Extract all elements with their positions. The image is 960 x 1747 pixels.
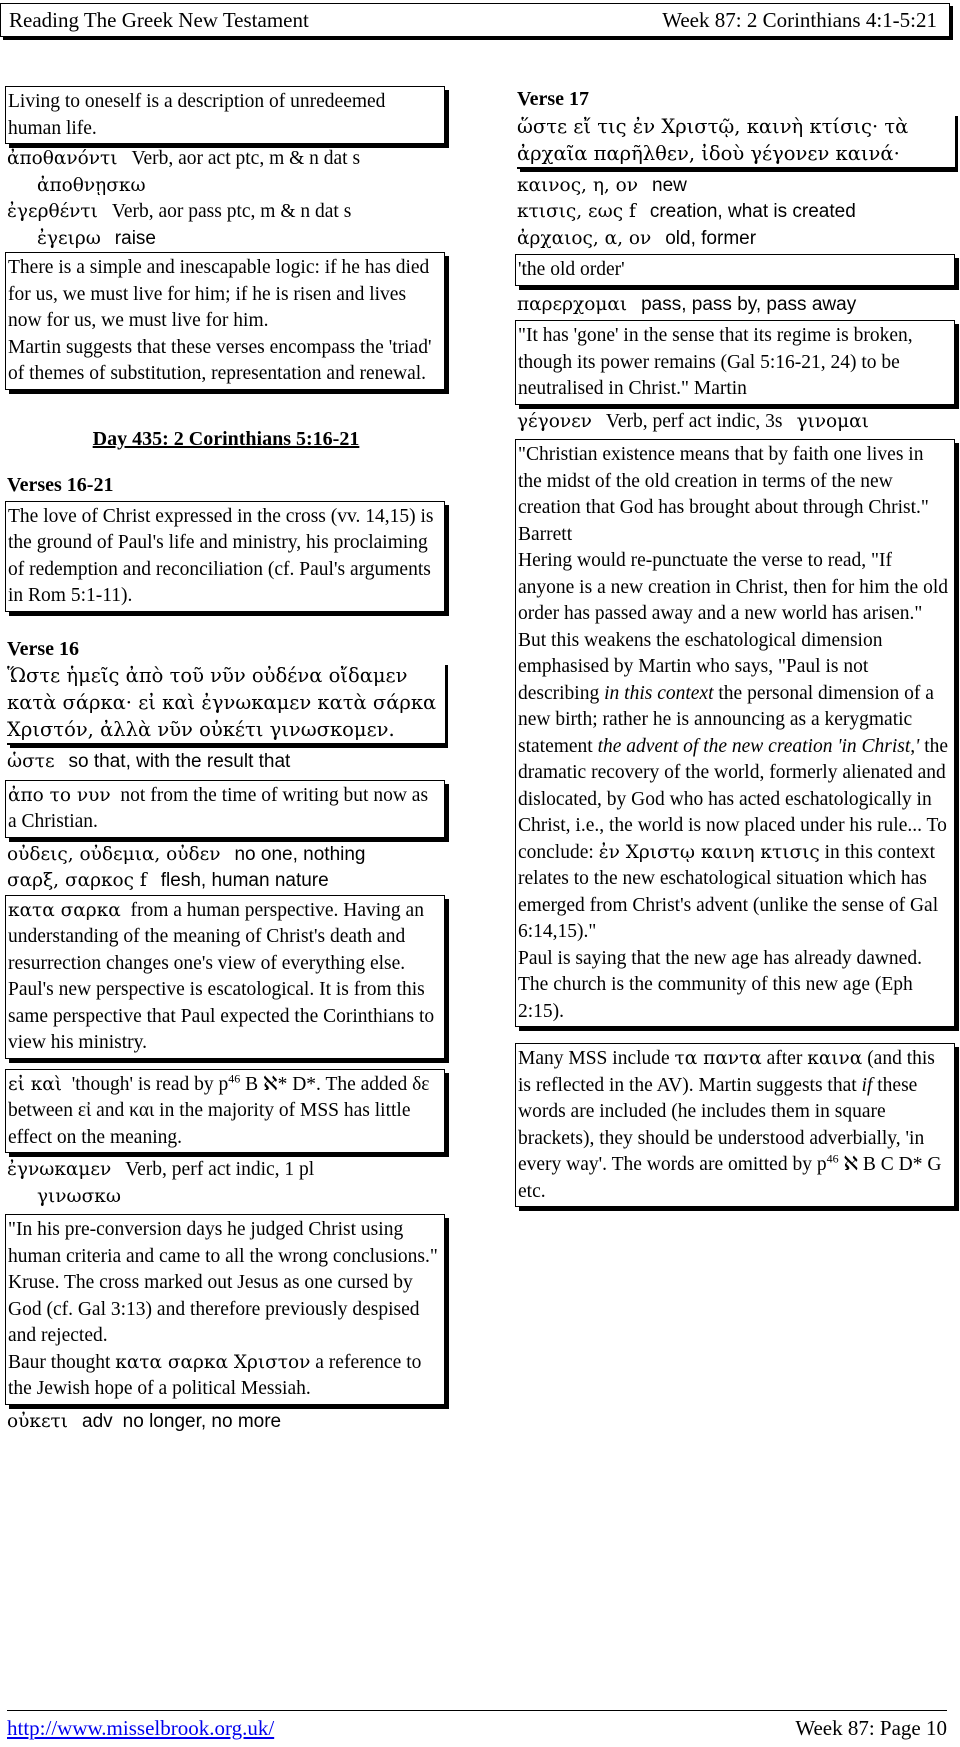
gloss: flesh, human nature [160,870,329,891]
page-number: Week 87: Page 10 [795,1716,947,1740]
website-link[interactable]: http://www.misselbrook.org.uk/ [7,1716,275,1740]
note-text: B ℵ* D*. The added δε between εἰ and και in the majority of MSS has little effect on the meaning. [8,1073,430,1148]
day-heading: Day 435: 2 Corinthians 5:16-21 [92,427,360,450]
note-box [5,895,445,1059]
greek-word: οὐδεις, οὐδεμια, οὐδεν [7,843,221,865]
vocab-entry [7,1157,445,1184]
gloss: so that, with the result that [68,751,291,772]
verse-heading: Verse 17 [517,88,590,110]
greek-word: ὡστε [7,751,55,772]
gloss: raise [114,227,156,249]
greek-word: σαρξ, σαρκος f [7,870,147,891]
vocab-entry [517,173,955,200]
note-text-part: Many MSS include [518,1048,675,1069]
note-box [515,320,955,405]
greek-word: οὐκετι [7,1410,69,1432]
note-text [518,548,950,946]
note-text: "It has 'gone' in the sense that its regime is broken, though its power remains (Gal 5:16-21, 24) to be neutralised in Christ." Martin [518,325,913,399]
parsing: Verb, perf act indic, 3s [605,410,783,432]
root-word: γινωσκω [37,1185,121,1207]
note-text: "In his pre-conversion days he judged Christ using human criteria and came to all the wrong conclusions." Kruse. The cross marked out Jesus as one cursed by God (cf. Gal 3:13) and therefore previously despised and rejected. [8,1219,438,1346]
left-column [7,86,445,1435]
gloss: old, former [665,227,757,249]
note-text-part: Baur thought [8,1351,116,1373]
note-text: "Christian existence means that by faith one lives in the midst of the old creation in terms of the new creation that God has brought about through Christ." Barrett [518,444,929,545]
verse-text [517,113,955,169]
page-header [0,3,950,37]
note-text-part: in this context relates to the new eschatological situation which has emerged from Christ's advent (unlike the sense of Gal 6:14,15)." [518,841,939,942]
gloss: no one, nothing [234,843,366,865]
gloss: new [652,174,687,196]
vocab-entry [517,199,955,226]
greek-word: κατα σαρκα [8,899,121,921]
greek-word: ἀποθανόντι [7,148,118,169]
note-box [5,501,445,612]
note-text [8,1350,440,1403]
note-text-part: after [761,1048,808,1069]
gloss: creation, what is created [649,201,856,222]
vocab-entry [7,1409,445,1436]
vocab-entry [7,146,445,173]
note-text: 'though' is read by p [71,1073,229,1095]
vocab-entry [7,226,445,253]
note-text-part: a reference to the Jewish hope of a political Messiah. [8,1351,422,1399]
vocab-entry [7,749,445,776]
vocab-entry [517,226,955,253]
vocab-entry [517,292,955,319]
greek-phrase: τα παντα [674,1048,762,1069]
gloss: pass, pass by, pass away [641,293,857,315]
week-reference: Week 87: 2 Corinthians 4:1-5:21 [662,8,937,32]
greek-word: ἐγειρω [37,227,101,249]
vocab-entry [517,409,955,436]
part-of-speech: adv [82,1410,113,1432]
parsing: Verb, perf act indic, 1 pl [125,1159,315,1180]
right-column [517,86,955,1217]
note-text: Living to oneself is a description of unredeemed human life. [8,91,386,139]
greek-word: καινος, η, ον [517,174,639,196]
note-text-part: (and this is reflected in the AV). Martin suggests that [518,1048,935,1096]
note-text: not from the time of writing but now as a Christian. [8,784,429,832]
greek-phrase: κατα σαρκα Χριστον [115,1351,311,1373]
note-box [5,1069,445,1154]
vocab-entry [7,199,445,226]
papyrus-superscript: 46 [228,1071,241,1085]
note-text-part: the personal dimension of a new birth; rather he is announcing as a kerygmatic statement [518,682,934,757]
parsing: Verb, aor act ptc, m & n dat s [131,148,361,169]
verse-heading: Verse 16 [7,637,80,660]
note-text: There is a simple and inescapable logic: if he has died for us, we must live for him; if he is risen and lives now for us, we must live for him. [8,257,430,331]
note-box [515,439,955,1027]
greek-text: Ὥστε ἡμεῖς ἀπὸ τοῦ νῦν οὐδένα οἴδαμεν κατὰ σάρκα· εἰ καὶ ἐγνωκαμεν κατὰ σάρκα Χριστόν, ἀλλὰ νῦν οὐκέτι γινωσκομεν. [7,664,437,741]
note-text: The love of Christ expressed in the cross (vv. 14,15) is the ground of Paul's life and ministry, his proclaiming of redemption and reconciliation (cf. Paul's arguments in Rom 5:1-11). [8,505,434,606]
greek-word: γέγονεν [517,410,592,432]
emphasis: if [861,1074,873,1096]
note-box [515,254,955,286]
note-text: from a human perspective. Having an understanding of the meaning of Christ's death and resurrection changes one's view of everything else. Paul's new perspective is escatological. It is from this same perspective that Paul expected the Corinthians to view his ministry. [8,899,435,1053]
emphasis: the advent of the new creation 'in Christ,' [597,735,920,757]
greek-word: παρερχομαι [517,293,628,315]
verses-heading: Verses 16-21 [7,474,114,496]
greek-word: εἰ καὶ [8,1073,63,1095]
papyrus-superscript: 46 [826,1151,839,1166]
emphasis: in this context [604,682,714,704]
note-text: 'the old order' [518,259,625,280]
note-text-part: ℵ B C D* G etc. [518,1154,942,1202]
greek-word: ἐγνωκαμεν [7,1159,112,1180]
verse-text [7,662,445,745]
root-word: ἀποθνῃσκω [37,174,146,196]
note-text-part: Hering would re-punctuate the verse to read, "If anyone is a new creation in Christ, then for him the old order has passed away and a new world has arisen." But this weakens the eschatological dimension emphasised by Martin who says, "Paul is not describing [518,550,948,704]
greek-word: ἐγερθέντι [7,201,98,222]
note-text-part: these words are included (he includes them in square brackets), they should be understood adverbially, 'in every way'. The words are omitted by p [518,1074,925,1175]
note-box [5,1214,445,1405]
greek-word: ἀρχαιος, α, ον [517,227,652,249]
parsing: Verb, aor pass ptc, m & n dat s [111,201,352,222]
note-box [5,252,445,390]
greek-text: ὥστε εἴ τις ἐν Χριστῷ, καινὴ κτίσις· τὰ ἀρχαῖα παρῆλθεν, ἰδοὺ γέγονεν καινά· [517,114,909,165]
document-title: Reading The Greek New Testament [9,8,309,32]
note-text: Paul is saying that the new age has already dawned. The church is the community of this new age (Eph 2:15). [518,947,922,1022]
note-text: Martin suggests that these verses encompass the 'triad' of themes of substitution, representation and renewal. [8,336,432,384]
gloss: no longer, no more [122,1410,282,1432]
note-box [5,86,445,144]
note-text-part: the dramatic recovery of the world, formerly alienated and dislocated, by God who has acted eschatologically in Christ, i.e., the world is now placed under his rule... To conclude: [518,735,949,863]
note-box [5,780,445,838]
greek-phrase: ἐν Χριστῳ καινη κτισις [598,841,820,863]
root-word: γινομαι [796,410,869,432]
vocab-entry [7,842,445,869]
note-box [515,1043,955,1207]
page-footer [7,1710,947,1740]
greek-word: ἀπο το νυν [8,784,111,806]
vocab-entry [7,868,445,895]
greek-word: καινα [807,1048,863,1069]
greek-word: κτισις, εως f [517,201,636,222]
